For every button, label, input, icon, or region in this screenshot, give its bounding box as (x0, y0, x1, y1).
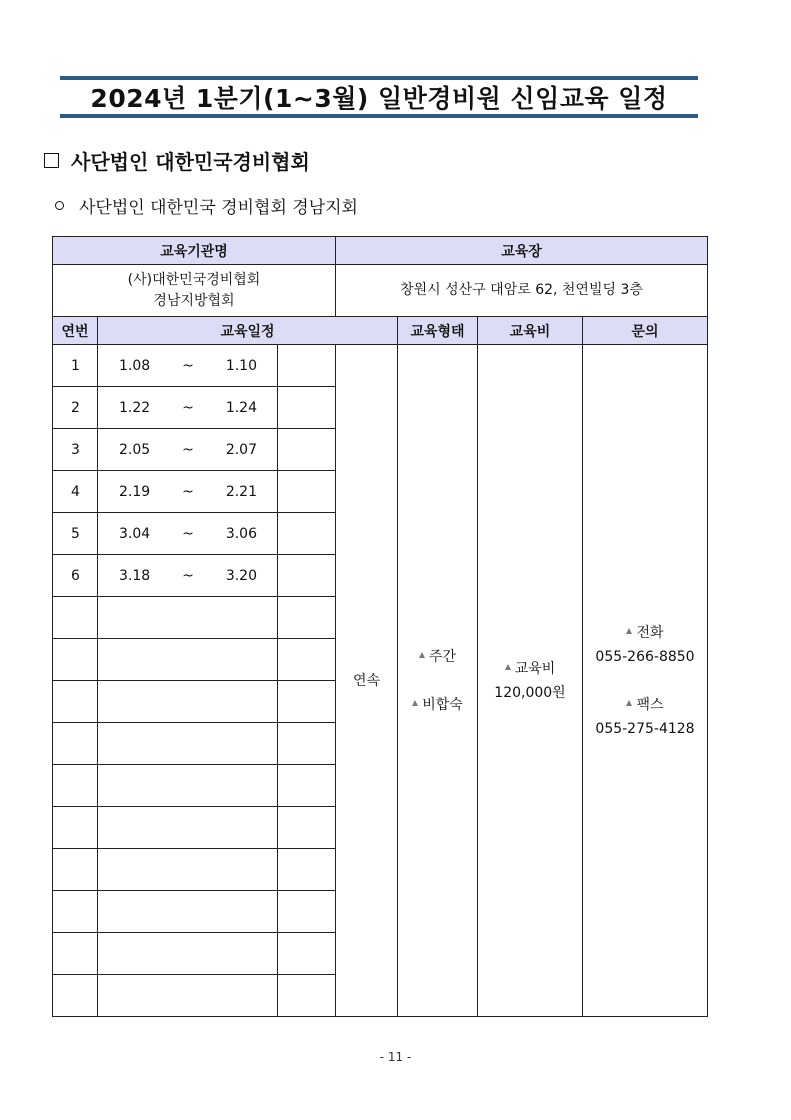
org-cell (53, 265, 336, 317)
phone-label: 전화 (636, 624, 664, 641)
section-heading-text: 사단법인 대한민국경비협회 (71, 150, 310, 174)
tilde: ~ (182, 483, 194, 500)
col-no: 연번 (53, 317, 98, 345)
phone-value: 055-266-8850 (595, 648, 695, 665)
info-row (53, 265, 708, 317)
type-daytime: 주간 (428, 648, 457, 665)
end-date: 1.10 (225, 357, 257, 374)
tilde: ~ (182, 441, 194, 458)
end-date: 2.21 (225, 483, 257, 500)
header-row-1 (53, 237, 708, 265)
date-range (98, 345, 278, 387)
contact-cell (583, 345, 708, 1017)
header-venue: 교육장 (336, 237, 708, 265)
triangle-icon (626, 700, 632, 706)
org-line-1: (사)대한민국경비협회 (127, 271, 261, 288)
org-line-2: 경남지방협회 (153, 292, 235, 309)
header-org: 교육기관명 (53, 237, 336, 265)
fee-label: 교육비 (514, 660, 556, 677)
start-date: 3.18 (119, 567, 151, 584)
empty-cell (278, 345, 336, 387)
empty-cell (278, 513, 336, 555)
tilde: ~ (182, 525, 194, 542)
sub-heading-text: 사단법인 대한민국 경비협회 경남지회 (79, 198, 358, 218)
date-range (98, 387, 278, 429)
header-row-2 (53, 317, 708, 345)
tilde: ~ (182, 399, 194, 416)
empty-cell (278, 387, 336, 429)
triangle-icon (412, 700, 418, 706)
triangle-icon (505, 664, 511, 670)
section-heading (44, 146, 310, 175)
type-cell (398, 345, 478, 1017)
continuity-cell: 연속 (336, 345, 398, 1017)
start-date: 2.19 (119, 483, 151, 500)
square-bullet-icon (44, 153, 59, 168)
sub-heading (55, 193, 358, 218)
page-number: - 11 - (379, 1050, 412, 1064)
start-date: 1.22 (119, 399, 151, 416)
empty-cell (278, 429, 336, 471)
fee-cell (478, 345, 583, 1017)
fee-value: 120,000원 (494, 684, 566, 701)
row-number: 1 (53, 345, 98, 387)
start-date: 1.08 (119, 357, 151, 374)
date-range (98, 513, 278, 555)
empty-cell (278, 471, 336, 513)
row-number: 3 (53, 429, 98, 471)
end-date: 1.24 (225, 399, 257, 416)
venue-cell: 창원시 성산구 대암로 62, 천연빌딩 3층 (336, 265, 708, 317)
date-range (98, 555, 278, 597)
row-number: 5 (53, 513, 98, 555)
fax-value: 055-275-4128 (595, 720, 695, 737)
row-number: 2 (53, 387, 98, 429)
tilde: ~ (182, 357, 194, 374)
type-non-residential: 비합숙 (422, 696, 463, 713)
start-date: 2.05 (119, 441, 151, 458)
date-range (98, 471, 278, 513)
triangle-icon (626, 628, 632, 634)
row-number: 4 (53, 471, 98, 513)
fax-label: 팩스 (636, 696, 664, 713)
tilde: ~ (182, 567, 194, 584)
col-contact: 문의 (583, 317, 708, 345)
triangle-icon (419, 652, 425, 658)
start-date: 3.04 (119, 525, 151, 542)
end-date: 3.06 (225, 525, 257, 542)
end-date: 3.20 (225, 567, 257, 584)
end-date: 2.07 (225, 441, 257, 458)
empty-cell (278, 555, 336, 597)
col-type: 교육형태 (398, 317, 478, 345)
row-number: 6 (53, 555, 98, 597)
title-box (60, 76, 698, 118)
col-fee: 교육비 (478, 317, 583, 345)
page-title: 2024년 1분기(1~3월) 일반경비원 신임교육 일정 (90, 84, 668, 113)
schedule-table (52, 236, 708, 1017)
circle-bullet-icon (55, 201, 64, 210)
table-row (53, 345, 708, 387)
col-schedule: 교육일정 (98, 317, 398, 345)
date-range (98, 429, 278, 471)
